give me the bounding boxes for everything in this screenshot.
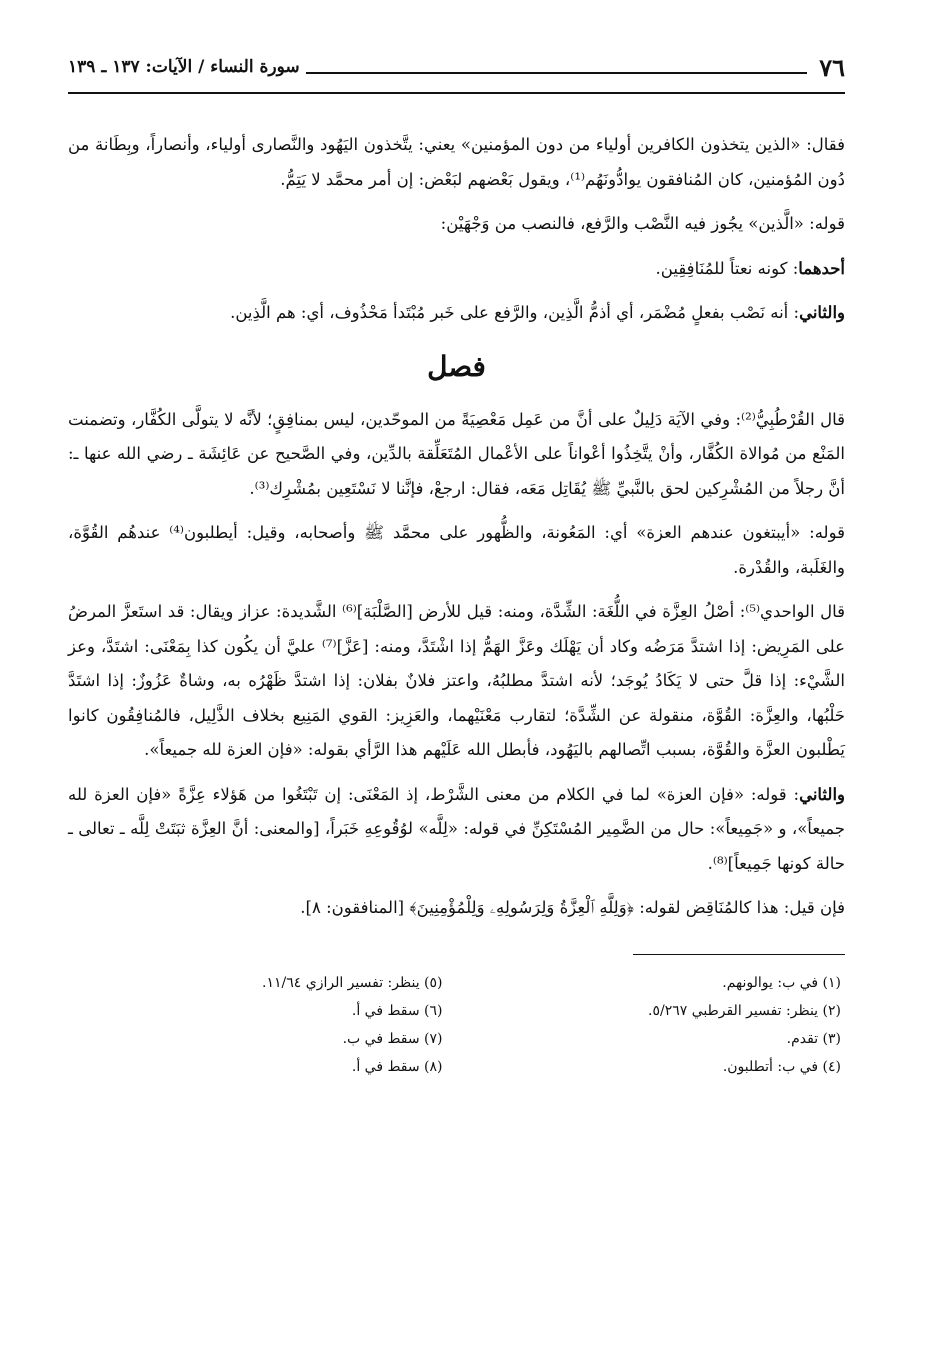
second2-text: : قوله: «فإن العزة» لما في الكلام من معنى الشَّرْط، إذ المَعْنَى: إن تَبْتَغُوا من هَؤلاء عِزَّةً «فإن العزة لله جميعاً»، و «جَمِيعاً»: حال من الضَّمِير المُسْتَكِنِّ في قوله: «لِلَّه» لوُقُوعِهِ خَبَراً، [والمعنى: أنَّ العِزَّة ثبَتَتْ لِلَّه ـ تعالى ـ حالة كونها جَمِيعاً]⁽⁸⁾.	[68, 784, 845, 873]
page-number: ٧٦	[819, 52, 845, 82]
page-header	[68, 48, 845, 86]
footnote: (٢) ينظر: تفسير القرطبي ٥/٢٦٧.	[648, 1002, 841, 1019]
header-title: سورة النساء / الآيات: ١٣٧ ـ ١٣٩	[68, 57, 300, 77]
footnote: (٨) سقط في أ.	[351, 1058, 443, 1075]
footnotes	[68, 969, 845, 1081]
paragraph-second-2	[68, 778, 845, 882]
paragraph-last: فإن قيل: هذا كالمُنَاقِض لقوله: ﴿وَلِلَّهِ ٱلْعِزَّةُ وَلِرَسُولِهِۦ وَلِلْمُؤْمِنِينَ﴾ [المنافقون: ٨].	[300, 898, 845, 917]
paragraph: قال الواحدي⁽⁵⁾: أصْلُ العِزَّة في اللُّغَة: الشِّدَّة، ومنه: قيل للأرض [الصَّلْبَة]⁽⁶⁾ الشَّديدة: عزاز ويقال: قد استَعزَّ المرضُ على المَرِيض: إذا اشتدَّ مَرَضُه وكاد أن يَهْلَك وعَزَّ الهَمُّ إذا اشْتَدَّ، ومنه: [عَزَّ]⁽⁷⁾ عليَّ أن يكُون كذا بِمَعْنَى: اشتَدَّ، وعز الشَّيْء: إذا قلَّ حتى لا يَكَادُ يُوجَد؛ لأنه اشتدَّ مطلبُهُ، واعتز فلانٌ بفلان: إذا اشتدَّ ظَهْرُه به، وشاةٌ عَزُوزٌ: إذا اشتَدَّ حَلْبُها، والعِزَّة: القُوَّة، منقولة عن الشِّدَّة؛ لتقارب مَعْنَيْهما، والعَزِيز: القوي المَنِيع بخلاف الذَّلِيل، فالمُنافِقُون كانوا يَطْلبون العزَّة والقُوَّة، بسبب اتِّصالهم باليَهُود، فأبطل الله عَلَيْهم هذا الرَّأي بقوله: «فإن العزة لله جميعاً».	[68, 602, 846, 759]
paragraph-first	[68, 252, 845, 287]
footnote: (٣) تقدم.	[786, 1030, 841, 1047]
main-text	[68, 128, 845, 926]
footnote: (٥) ينظر: تفسير الرازي ١١/٦٤.	[262, 974, 443, 991]
footnote: (٧) سقط في ب.	[342, 1030, 443, 1047]
footnote-rule	[633, 954, 845, 955]
paragraph: فقال: «الذين يتخذون الكافرين أولياء من دون المؤمنين» يعني: يتَّخذون اليَهُود والنَّصارى أولياء، وأنصاراً، وبِطَانة من دُون المُؤمنين، كان المُنافقون يوادُّونَهُم⁽¹⁾، ويقول بَعْضهم لبَعْض: إن أمر محمَّد لا يَتِمُّ.	[68, 135, 845, 189]
section-title: فصل	[427, 349, 486, 383]
footnote: (٤) في ب: أتطلبون.	[722, 1058, 841, 1075]
footnotes-left-column	[68, 969, 447, 1081]
header-rule	[68, 92, 845, 94]
paragraph-second	[68, 296, 845, 331]
second2-label: والثاني	[799, 784, 845, 804]
second-text: : أنه نَصْب بفعلٍ مُضْمَر، أي أذمُّ الَّذِين، والرَّفع على خَبر مُبْتَدأ مَحْذُوف، أي: هم الَّذِين.	[230, 303, 800, 322]
header-line	[306, 72, 808, 74]
footnotes-right-column	[467, 969, 846, 1081]
footnote: (٦) سقط في أ.	[351, 1002, 443, 1019]
paragraph: قوله: «الَّذين» يجُوز فيه النَّصْب والرَّفع، فالنصب من وَجْهَيْن:	[440, 214, 845, 233]
second-label: والثاني	[799, 303, 845, 322]
footnote: (١) في ب: يوالونهم.	[722, 974, 841, 991]
first-text: : كونه نعتاً للمُنَافِقِين.	[655, 258, 799, 278]
first-label: أحدهما	[798, 258, 845, 278]
document-page	[68, 48, 845, 1348]
paragraph: قال القُرْطُبِيُّ⁽²⁾: وفي الآيَة دَلِيلٌ على أنَّ من عَمِل مَعْصِيَةً من الموحّدين، ليس بمنافِقٍ؛ لأنَّه لا يتولَّى الكُفَّار، وتضمنت المَنْع من مُوالاة الكُفَّار، وأنْ يتَّخِذُوا أعْواناً على الأعْمال المُتَعَلِّقة بالدِّين، وفي الصَّحيح عن عَائِشَة ـ رضي الله عنها ـ: أنَّ رجلاً من المُشْرِكين لحق بالنَّبيِّ ﷺ يُقَاتِل مَعَه، فقال: ارجعْ، فإنَّنا لا نَسْتَعِين بمُشْرِك⁽³⁾.	[68, 409, 845, 498]
paragraph: قوله: «أيبتغون عندهم العزة» أي: المَعُونة، والظُّهور على محمَّد ﷺ وأصحابه، وقيل: أيطلبون⁽⁴⁾ عندهُم القُوَّة، والغَلَبة، والقُدْرة.	[68, 523, 845, 577]
